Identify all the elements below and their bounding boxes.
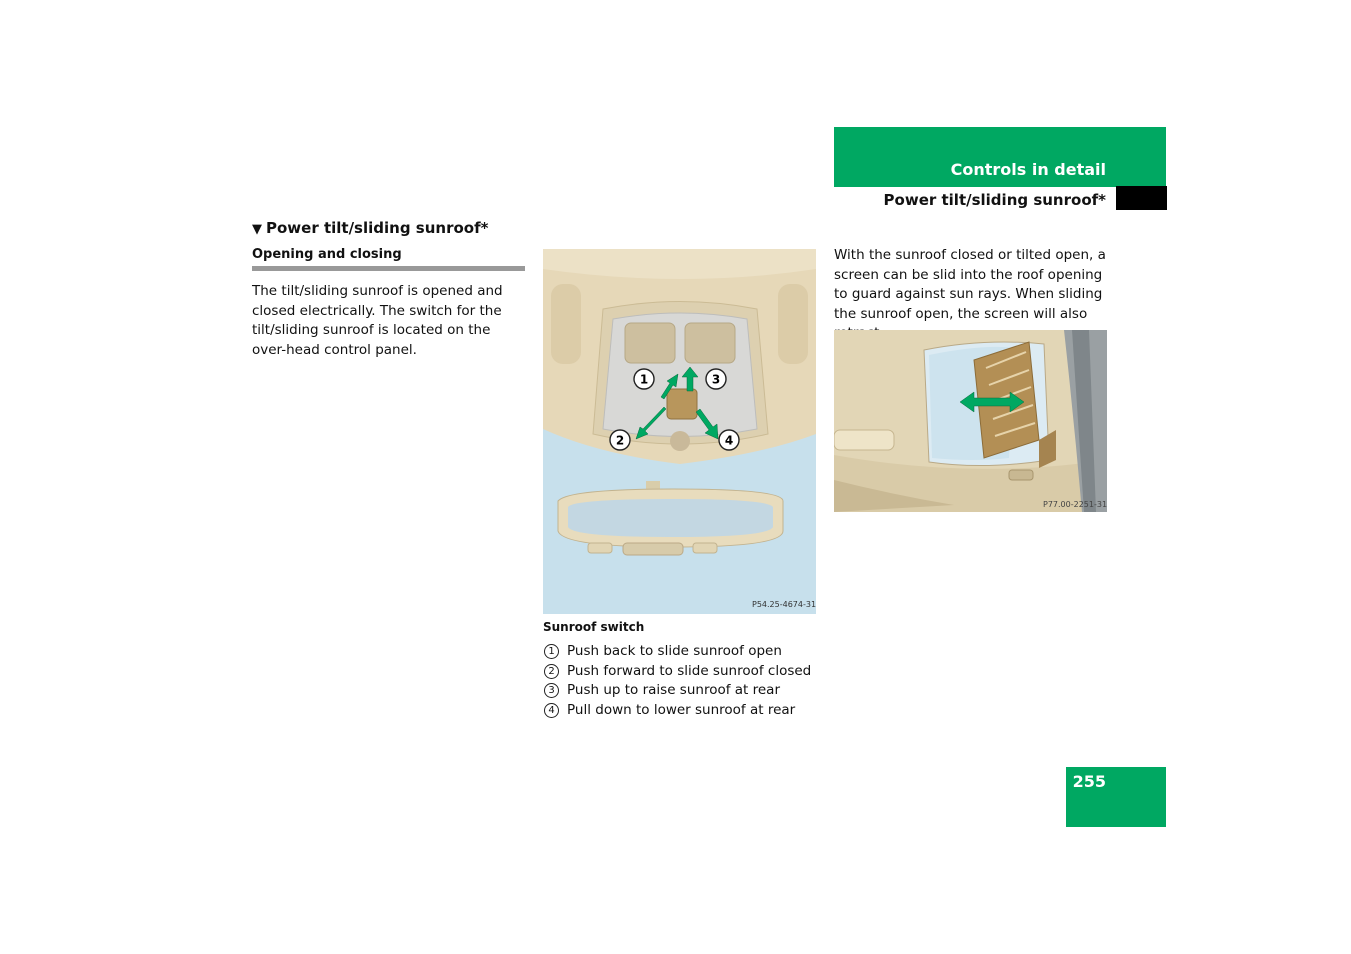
legend-text: Push back to slide sunroof open bbox=[567, 643, 782, 659]
legend-num: 2 bbox=[544, 664, 559, 679]
callout-legend bbox=[543, 642, 833, 720]
sunscreen-paragraph: With the sunroof closed or tilted open, a screen can be slid into the roof opening to guard against sun rays. When sliding the sunroof open, the screen will also bbox=[834, 247, 1106, 322]
subheading-rule bbox=[252, 266, 525, 271]
section-title bbox=[252, 218, 488, 240]
callout-2: 2 bbox=[615, 433, 625, 448]
subheading: Opening and closing bbox=[252, 247, 402, 262]
figure-caption: Sunroof switch bbox=[543, 620, 645, 634]
legend-num: 4 bbox=[544, 703, 559, 718]
callout-4: 4 bbox=[724, 433, 734, 448]
triangle-down-icon: ▼ bbox=[252, 222, 262, 237]
page-number: 255 bbox=[1072, 772, 1106, 791]
callout-3: 3 bbox=[711, 372, 721, 387]
legend-num: 1 bbox=[544, 644, 559, 659]
sunscreen-illustration bbox=[834, 330, 1107, 512]
sunroof-switch-illustration bbox=[543, 249, 816, 614]
body-paragraph: The tilt/sliding sunroof is opened and closed electrically. The switch for the tilt/sliding sunroof is located on the over-head control panel. bbox=[252, 283, 503, 358]
callout-1: 1 bbox=[639, 372, 649, 387]
legend-text: Pull down to lower sunroof at rear bbox=[567, 701, 796, 718]
chapter-title: Controls in detail bbox=[950, 160, 1106, 179]
legend-item bbox=[543, 662, 833, 682]
legend-item bbox=[543, 701, 833, 721]
legend-text: Push forward to slide sunroof closed bbox=[567, 662, 812, 679]
section-title-text: Power tilt/sliding sunroof* bbox=[266, 219, 489, 237]
figure2-code: P77.00-2251-31 bbox=[1043, 500, 1108, 509]
thumb-tab-marker bbox=[1116, 186, 1167, 210]
legend-item bbox=[543, 642, 833, 662]
section-running-title: Power tilt/sliding sunroof* bbox=[883, 191, 1106, 209]
legend-text: Push up to raise sunroof at rear bbox=[567, 682, 781, 698]
legend-item bbox=[543, 681, 833, 701]
legend-num: 3 bbox=[544, 683, 559, 698]
figure1-code: P54.25-4674-31 bbox=[752, 600, 817, 609]
